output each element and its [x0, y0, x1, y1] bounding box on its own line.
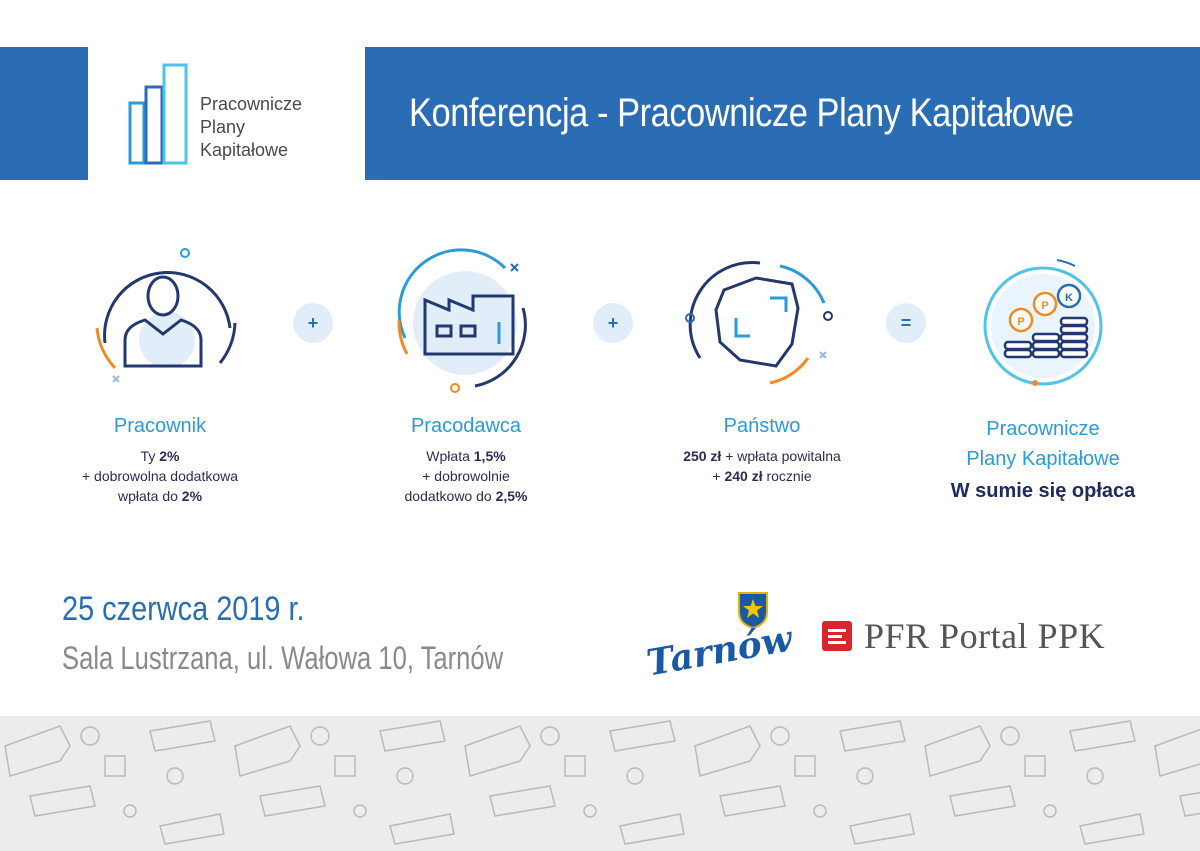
- coin-label-p2: P: [1041, 300, 1049, 312]
- step-state-title: Państwo: [723, 415, 801, 437]
- coins-icon: [965, 248, 1125, 398]
- step-state-line-2: + 240 zł rocznie: [712, 468, 812, 484]
- step-employee-line-2: + dobrowolna dodatkowa: [81, 468, 239, 484]
- result-ppk: [918, 414, 1168, 503]
- step-employee-line-1: Ty 2%: [140, 448, 180, 464]
- buildings-logo-icon: [128, 61, 190, 165]
- pfr-portal-wordmark: PFR Portal PPK: [864, 616, 1106, 656]
- industry-pattern-icon: [0, 716, 1200, 851]
- factory-icon: [385, 248, 545, 398]
- plus-operator-2: +: [593, 303, 633, 343]
- step-state-line-1: 250 zł + wpłata powitalna: [683, 448, 841, 464]
- tarnow-wordmark: Tarnów: [643, 617, 796, 685]
- result-title-line-2: Plany Kapitałowe: [966, 448, 1120, 470]
- logo-line-3: Kapitałowe: [200, 140, 289, 160]
- poland-map-icon: [680, 248, 840, 398]
- event-place: Sala Lustrzana, ul. Wałowa 10, Tarnów: [62, 640, 504, 676]
- equals-operator: =: [886, 303, 926, 343]
- logo-line-1: Pracownicze: [200, 94, 303, 114]
- plus-operator-1: +: [293, 303, 333, 343]
- step-employee: [35, 415, 285, 506]
- step-employer: [341, 415, 591, 506]
- step-employer-line-2: + dobrowolnie: [422, 468, 510, 484]
- pfr-logo-icon: [822, 621, 852, 651]
- step-employee-line-3: wpłata do 2%: [117, 488, 203, 504]
- step-employer-line-1: Wpłata 1,5%: [426, 448, 506, 464]
- step-employer-title: Pracodawca: [410, 415, 522, 437]
- result-subtitle: W sumie się opłaca: [950, 480, 1136, 502]
- pfr-portal-logo: [822, 615, 1105, 657]
- step-employee-title: Pracownik: [113, 415, 207, 437]
- result-title-line-1: Pracownicze: [986, 418, 1100, 440]
- coin-label-p1: P: [1017, 316, 1025, 328]
- page-title: Konferencja - Pracownicze Plany Kapitałowe: [409, 91, 1074, 135]
- logo-line-2: Plany: [200, 117, 246, 137]
- logo-wordmark: [200, 93, 302, 162]
- title-banner: [365, 47, 1200, 180]
- header-accent-bar: [0, 47, 88, 180]
- coin-label-k: K: [1065, 292, 1073, 304]
- person-icon: [85, 248, 245, 398]
- ppk-logo: [88, 47, 365, 180]
- step-state: [637, 415, 887, 486]
- step-employer-line-3: dodatkowo do 2,5%: [404, 488, 528, 504]
- event-date: 25 czerwca 2019 r.: [62, 590, 305, 628]
- decorative-pattern: [0, 716, 1200, 851]
